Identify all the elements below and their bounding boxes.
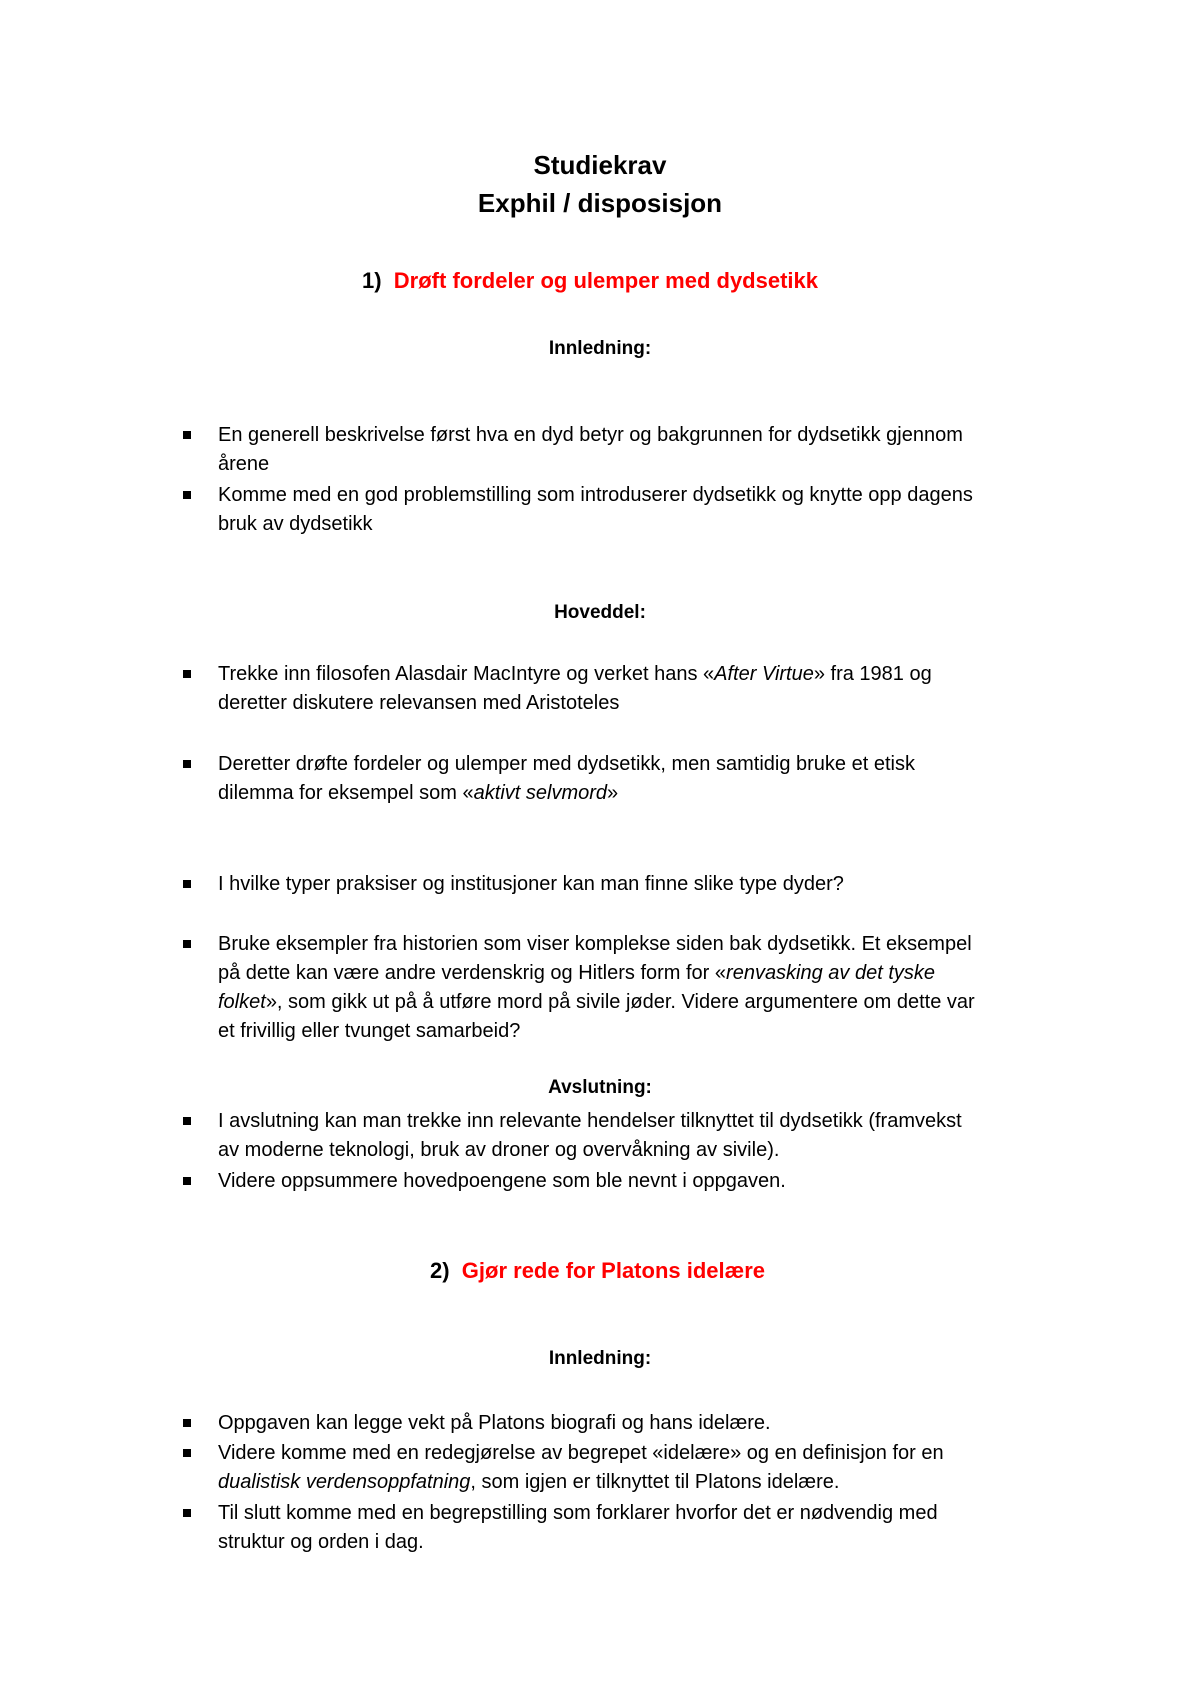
bullet-icon	[183, 1419, 191, 1427]
title-studiekrav: Studiekrav	[533, 150, 667, 180]
bullet-icon	[183, 1449, 191, 1457]
q1-intro-bullet-2-cont: bruk av dydsetikk	[218, 513, 373, 535]
question-2-heading	[430, 1258, 765, 1284]
text-segment: », som gikk ut på å utføre mord på sivile jøder. Videre argumentere om dette var	[265, 991, 975, 1013]
question-1-heading	[362, 268, 818, 294]
q1-main-bullet-1-cont: deretter diskutere relevansen med Aristoteles	[218, 692, 620, 714]
q1-main-bullet-2-cont	[218, 782, 618, 805]
q1-main-bullet-3: I hvilke typer praksiser og institusjoner kan man finne slike type dyder?	[218, 873, 844, 895]
title-disposisjon: Exphil / disposisjon	[477, 188, 723, 218]
bullet-icon	[183, 880, 191, 888]
q2-intro-bullet-1: Oppgaven kan legge vekt på Platons biografi og hans idelære.	[218, 1412, 771, 1434]
q1-main-bullet-4-cont: et frivillig eller tvunget samarbeid?	[218, 1020, 521, 1042]
emphasis-text: aktivt selvmord	[473, 782, 608, 804]
q1-intro-bullet-2: Komme med en god problemstilling som introduserer dydsetikk og knytte opp dagens	[218, 484, 973, 506]
q2-intro-bullet-3: Til slutt komme med en begrepstilling som forklarer hvorfor det er nødvendig med	[218, 1502, 938, 1524]
q2-intro-bullet-3-cont: struktur og orden i dag.	[218, 1531, 424, 1553]
q1-main-heading: Hoveddel:	[554, 602, 646, 623]
q1-end-bullet-1-cont: av moderne teknologi, bruk av droner og overvåkning av sivile).	[218, 1139, 780, 1161]
q1-main-bullet-4: Bruke eksempler fra historien som viser komplekse siden bak dydsetikk. Et eksempel	[218, 933, 972, 955]
bullet-icon	[183, 1177, 191, 1185]
text-segment: »	[607, 782, 619, 804]
q1-intro-bullet-1-cont: årene	[218, 453, 270, 475]
q1-main-bullet-1	[218, 663, 932, 686]
text-segment: » fra 1981 og	[813, 663, 932, 685]
bullet-icon	[183, 1117, 191, 1125]
q1-intro-bullet-1: En generell beskrivelse først hva en dyd betyr og bakgrunnen for dydsetikk gjennom	[218, 424, 963, 446]
q1-main-bullet-4-cont	[218, 991, 975, 1014]
question-2-text: Gjør rede for Platons idelære	[461, 1258, 765, 1283]
bullet-icon	[183, 431, 191, 439]
q2-intro-heading: Innledning:	[548, 1348, 652, 1369]
q2-intro-bullet-2-cont	[218, 1471, 839, 1494]
text-segment: på dette kan være andre verdenskrig og Hitlers form for «	[218, 962, 727, 984]
emphasis-text: folket	[218, 991, 266, 1013]
bullet-icon	[183, 670, 191, 678]
q1-end-heading: Avslutning:	[548, 1077, 652, 1098]
emphasis-text: renvasking av det tyske	[726, 962, 936, 984]
q1-main-bullet-4-cont	[218, 962, 935, 985]
q2-intro-bullet-2: Videre komme med en redegjørelse av begrepet «idelære» og en definisjon for en	[218, 1442, 944, 1464]
book-title: After Virtue	[714, 663, 814, 685]
question-2-number: 2)	[430, 1258, 450, 1283]
bullet-icon	[183, 760, 191, 768]
q1-main-bullet-2: Deretter drøfte fordeler og ulemper med dydsetikk, men samtidig bruke et etisk	[218, 753, 915, 775]
text-segment: , som igjen er tilknyttet til Platons idelære.	[470, 1471, 840, 1493]
emphasis-text: dualistisk verdensoppfatning	[218, 1471, 471, 1493]
bullet-icon	[183, 1509, 191, 1517]
q1-end-bullet-2: Videre oppsummere hovedpoengene som ble nevnt i oppgaven.	[218, 1170, 786, 1192]
question-1-number: 1)	[362, 268, 382, 293]
bullet-icon	[183, 940, 191, 948]
q1-end-bullet-1: I avslutning kan man trekke inn relevante hendelser tilknyttet til dydsetikk (framvekst	[218, 1110, 962, 1132]
text-segment: dilemma for eksempel som «	[218, 782, 474, 804]
q1-intro-heading: Innledning:	[548, 338, 652, 359]
text-segment: Trekke inn filosofen Alasdair MacIntyre og verket hans «	[218, 663, 715, 685]
question-1-text: Drøft fordeler og ulemper med dydsetikk	[393, 268, 818, 293]
bullet-icon	[183, 491, 191, 499]
